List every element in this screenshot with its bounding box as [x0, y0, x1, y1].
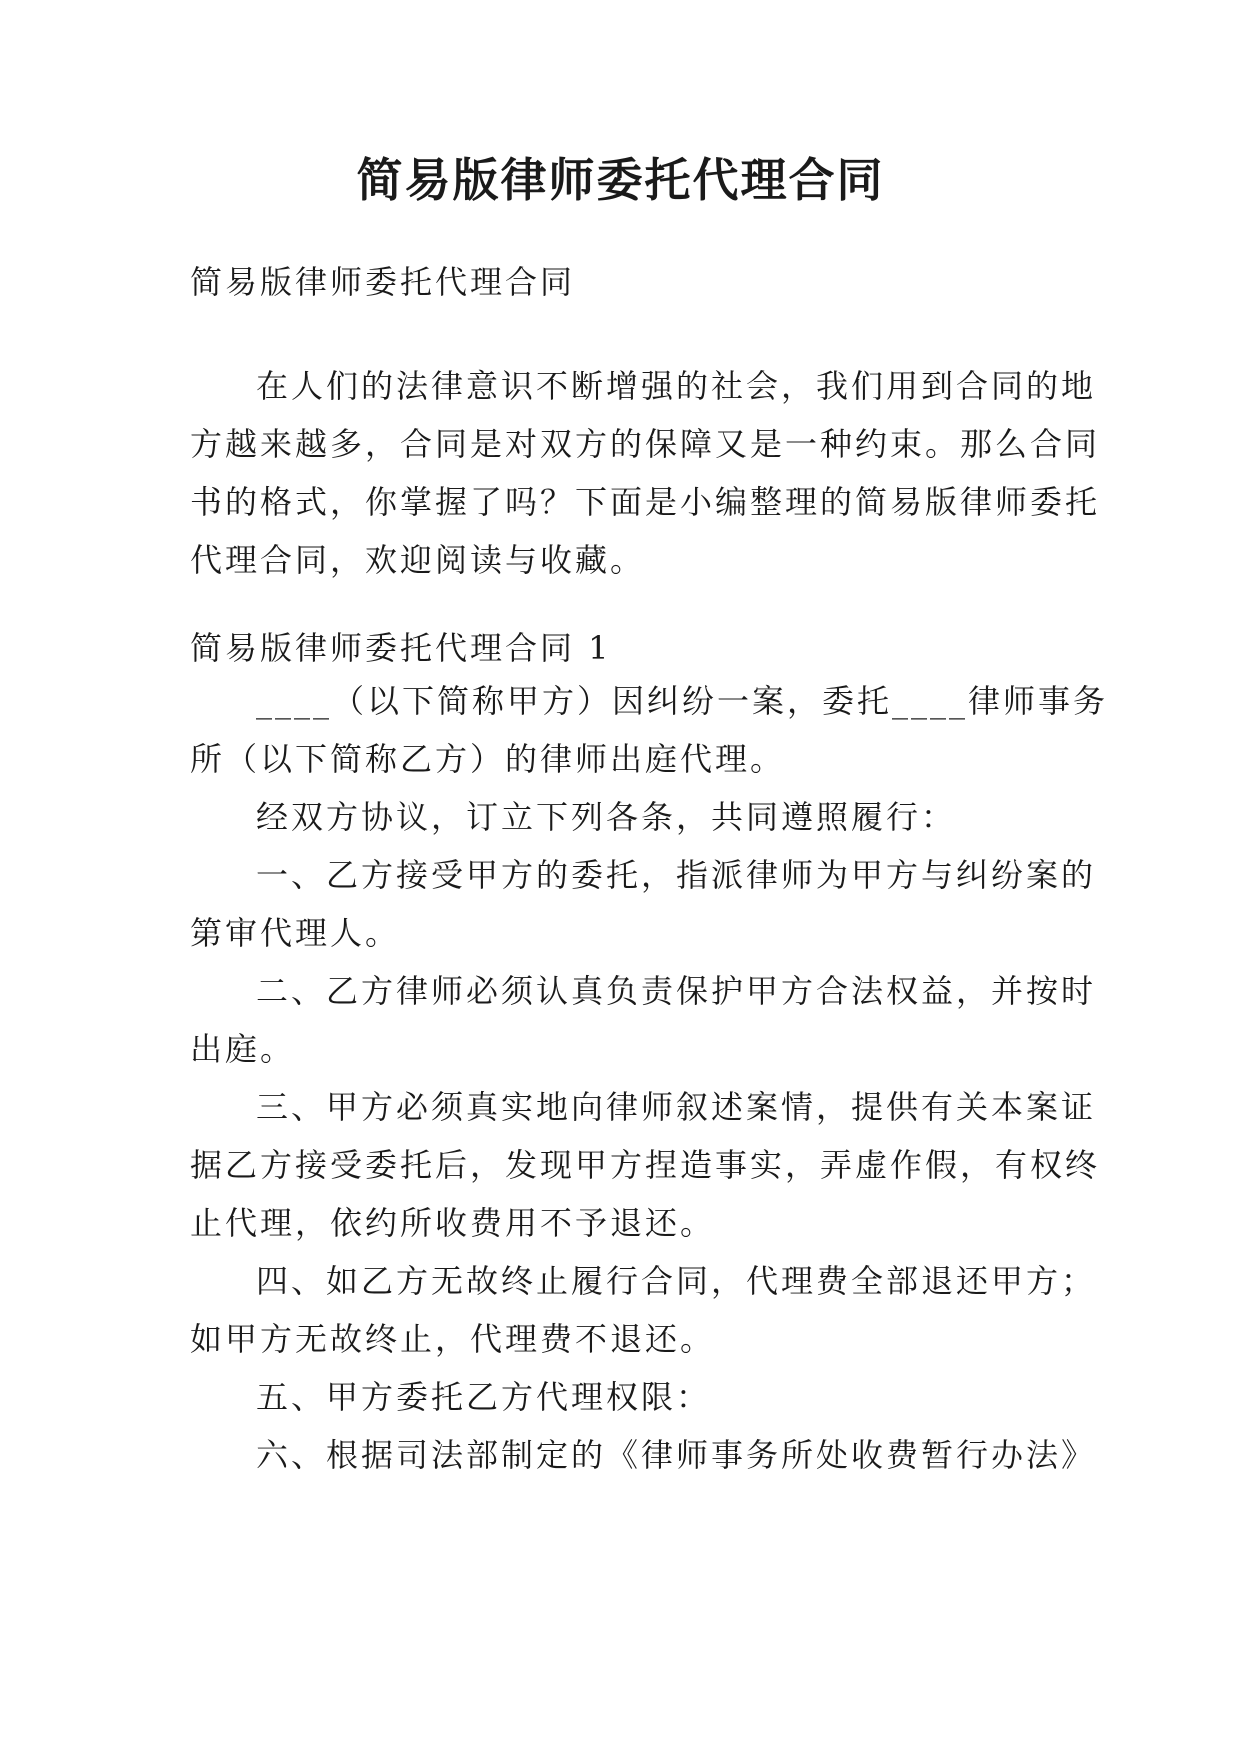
- document-subtitle: 简易版律师委托代理合同: [190, 263, 576, 301]
- contract-paragraph: [190, 1252, 1097, 1368]
- contract-line: 止代理，依约所收费用不予退还。: [190, 1204, 716, 1242]
- contract-line: 四、如乙方无故终止履行合同，代理费全部退还甲方；: [256, 1262, 1097, 1300]
- contract-line: 第审代理人。: [190, 914, 401, 952]
- contract-paragraph: [190, 788, 1050, 846]
- intro-line: 方越来越多，合同是对双方的保障又是一种约束。那么合同: [190, 425, 1101, 463]
- contract-line: 一、乙方接受甲方的委托，指派律师为甲方与纠纷案的: [256, 856, 1097, 894]
- contract-paragraph: [190, 962, 1097, 1078]
- intro-line: 书的格式，你掌握了吗？下面是小编整理的简易版律师委托: [190, 483, 1101, 521]
- document-title: 简易版律师委托代理合同: [356, 153, 885, 207]
- contract-line: 三、甲方必须真实地向律师叙述案情，提供有关本案证: [256, 1088, 1097, 1126]
- contract-line: 据乙方接受委托后，发现甲方捏造事实，弄虚作假，有权终: [190, 1146, 1101, 1184]
- contract-paragraph: [190, 1368, 1050, 1426]
- contract-body: [190, 672, 1109, 1484]
- contract-line: 六、根据司法部制定的《律师事务所处收费暂行办法》: [256, 1436, 1097, 1474]
- intro-paragraph: [190, 357, 1101, 589]
- contract-line: 如甲方无故终止，代理费不退还。: [190, 1320, 716, 1358]
- contract-line: 出庭。: [190, 1030, 296, 1068]
- contract-paragraph: [190, 672, 1109, 788]
- contract-line: 二、乙方律师必须认真负责保护甲方合法权益，并按时: [256, 972, 1097, 1010]
- contract-line: ____（以下简称甲方）因纠纷一案，委托____律师事务: [256, 682, 1109, 720]
- contract-paragraph: [190, 846, 1097, 962]
- contract-line: 经双方协议，订立下列各条，共同遵照履行：: [256, 798, 957, 836]
- intro-line: 在人们的法律意识不断增强的社会，我们用到合同的地: [256, 367, 1097, 405]
- contract-paragraph: [190, 1426, 1097, 1484]
- contract-line: 所（以下简称乙方）的律师出庭代理。: [190, 740, 786, 778]
- section-heading: 简易版律师委托代理合同 1: [190, 629, 612, 667]
- intro-line: 代理合同，欢迎阅读与收藏。: [190, 541, 646, 579]
- contract-paragraph: [190, 1078, 1101, 1252]
- contract-line: 五、甲方委托乙方代理权限：: [256, 1378, 712, 1416]
